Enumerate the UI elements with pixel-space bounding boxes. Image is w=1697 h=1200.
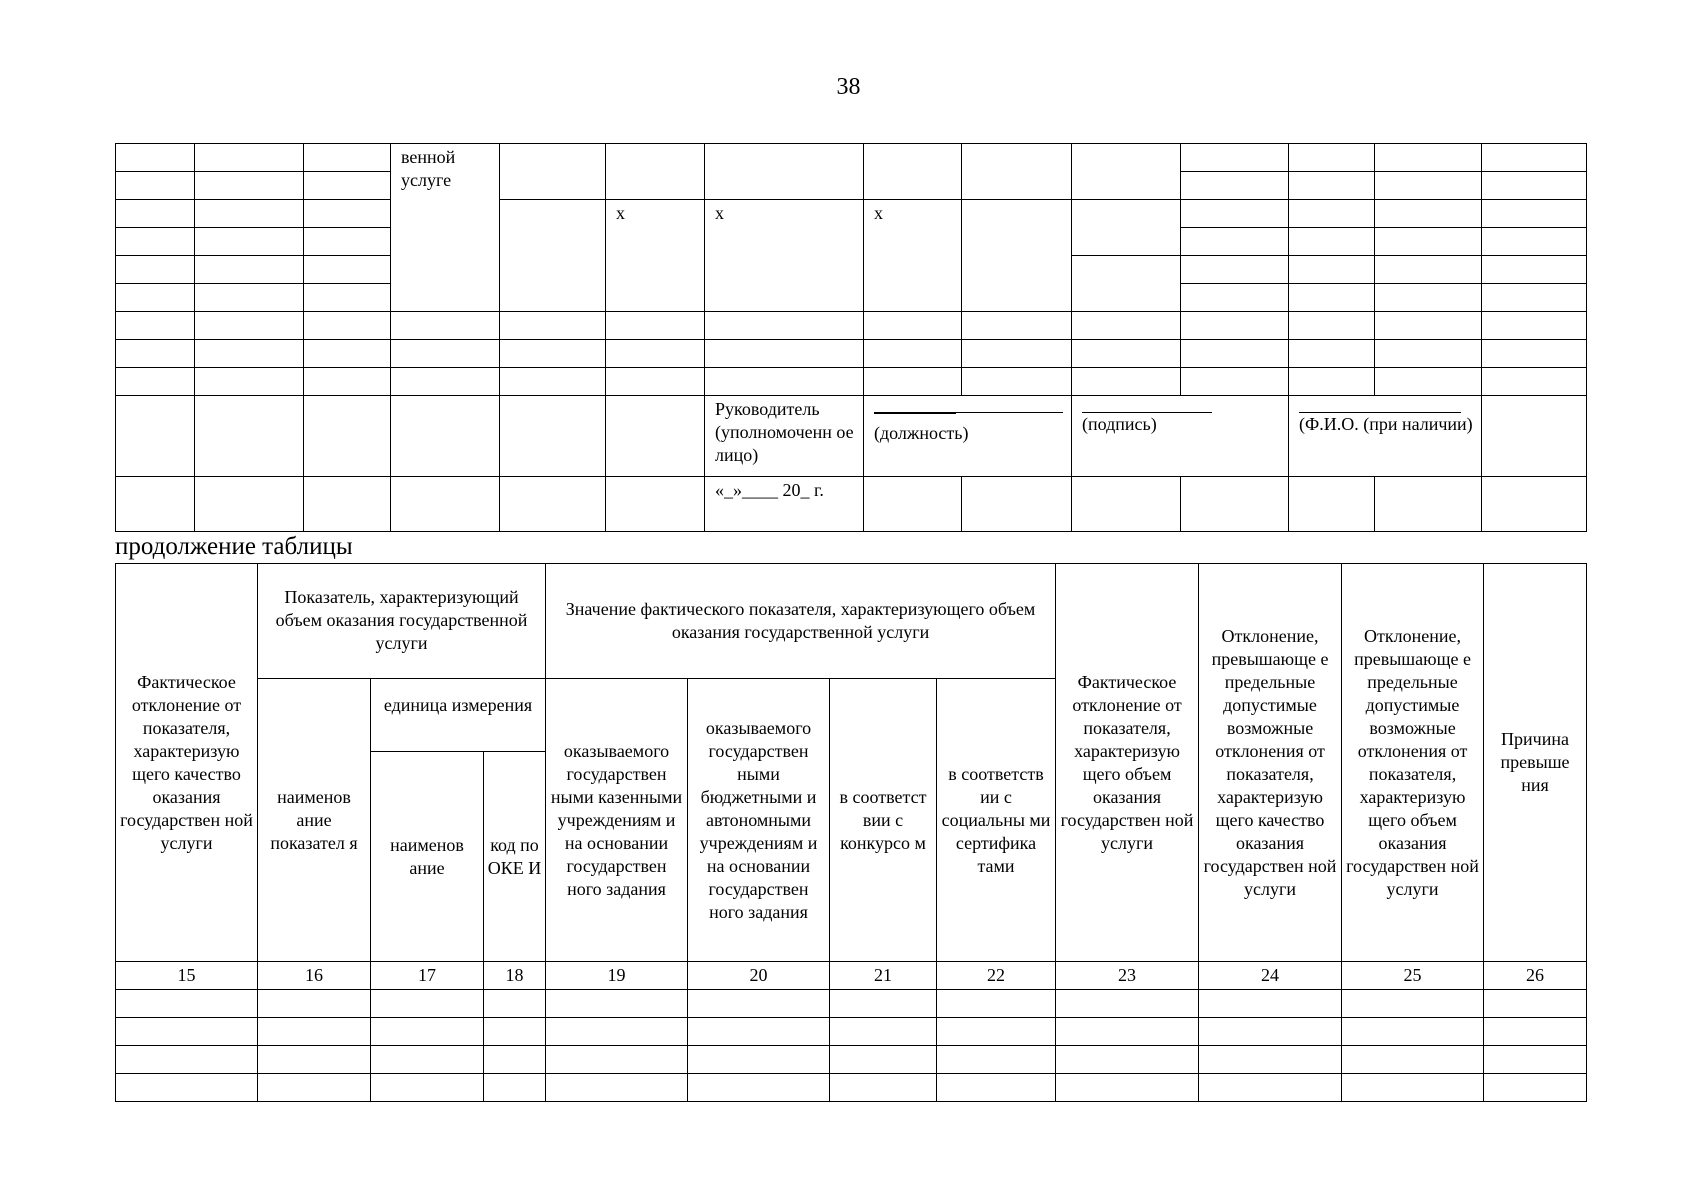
- table-cell: [1289, 284, 1375, 312]
- table-cell: [116, 256, 195, 284]
- column-number: 26: [1484, 962, 1587, 990]
- table-cell: [391, 340, 500, 368]
- table-cell: [116, 1018, 258, 1046]
- table-cell: [195, 396, 304, 477]
- table-cell: [1482, 340, 1587, 368]
- table-cell: [830, 1046, 937, 1074]
- table-cell: [1375, 477, 1482, 532]
- table-cell: [1289, 228, 1375, 256]
- table-cell: [705, 340, 864, 368]
- x-mark: x: [705, 200, 864, 312]
- table-cell: [1482, 477, 1587, 532]
- table-cell: [1181, 312, 1289, 340]
- page-number: 38: [836, 74, 861, 100]
- table-cell: [830, 990, 937, 1018]
- table-cell: [864, 312, 962, 340]
- column-number: 25: [1342, 962, 1484, 990]
- table-cell: [1181, 477, 1289, 532]
- table-cell: [116, 1074, 258, 1102]
- table-cell: [606, 396, 705, 477]
- table-cell: [304, 172, 391, 200]
- table-cell: [962, 340, 1072, 368]
- signature-line: [1082, 412, 1212, 413]
- table-cell: [500, 340, 606, 368]
- table-cell: [864, 368, 962, 396]
- table-cell: [1484, 1074, 1587, 1102]
- table-cell: [606, 312, 705, 340]
- table-cell: [1056, 1018, 1199, 1046]
- position-label: (должность): [874, 423, 969, 443]
- table-cell: [606, 477, 705, 532]
- table-cell: [116, 477, 195, 532]
- table-cell: [304, 312, 391, 340]
- table-cell: [546, 990, 688, 1018]
- table-cell: [195, 256, 304, 284]
- table-cell: [304, 477, 391, 532]
- table-cell: [1484, 1046, 1587, 1074]
- signature-field: [1072, 396, 1289, 477]
- header-col24: Отклонение, превышающе е предельные допустимые возможные отклонения от показателя, характеризую щего качество оказания государствен ной услуги: [1199, 564, 1342, 962]
- table-cell: [937, 990, 1056, 1018]
- table-cell: [1375, 368, 1482, 396]
- table-cell: [688, 1074, 830, 1102]
- table-cell: [371, 990, 484, 1018]
- name-field: [1289, 396, 1482, 477]
- table-cell: [1482, 200, 1587, 228]
- table-cell: [1482, 228, 1587, 256]
- table-cell: [1072, 200, 1181, 256]
- table-cell: [1482, 144, 1587, 172]
- table-cell: [1289, 368, 1375, 396]
- table-cell: [962, 477, 1072, 532]
- table-cell: [304, 396, 391, 477]
- column-number: 22: [937, 962, 1056, 990]
- table-cell: [195, 340, 304, 368]
- table-cell: [371, 1074, 484, 1102]
- table-cell: [1056, 1074, 1199, 1102]
- table-cell: [1342, 990, 1484, 1018]
- column-number: 15: [116, 962, 258, 990]
- x-mark: x: [606, 200, 705, 312]
- table-cell: [371, 1018, 484, 1046]
- table-cell: [258, 1074, 371, 1102]
- header-col25: Отклонение, превышающе е предельные допустимые возможные отклонения от показателя, характеризую щего объем оказания государствен ной услуги: [1342, 564, 1484, 962]
- header-col16: наименов ание показател я: [258, 679, 371, 962]
- table-cell: [1482, 368, 1587, 396]
- table-cell: [391, 312, 500, 340]
- table-cell: [371, 1046, 484, 1074]
- table-cell: [500, 368, 606, 396]
- table-cell: [1482, 172, 1587, 200]
- table-cell: [195, 200, 304, 228]
- column-number: 20: [688, 962, 830, 990]
- table-cell: [304, 368, 391, 396]
- table-cell: [1199, 1018, 1342, 1046]
- table-cell: [962, 144, 1072, 200]
- header-col20: оказываемого государствен ными бюджетными и автономными учреждениям и на основании государствен ного задания: [688, 679, 830, 962]
- table-cell: [1375, 228, 1482, 256]
- table-cell: [1375, 256, 1482, 284]
- header-unit-group: единица измерения: [371, 679, 546, 752]
- table-cell: [304, 256, 391, 284]
- table-cell: [962, 312, 1072, 340]
- table-cell: [546, 1074, 688, 1102]
- table-cell: [1375, 284, 1482, 312]
- table-cell: [1375, 172, 1482, 200]
- table-cell: [1482, 312, 1587, 340]
- table-cell: [1181, 228, 1289, 256]
- table-cell: [195, 172, 304, 200]
- column-number: 16: [258, 962, 371, 990]
- table-cell: [500, 200, 606, 312]
- table-cell: [1199, 1046, 1342, 1074]
- table-cell: [1072, 477, 1181, 532]
- table-cell: [1181, 368, 1289, 396]
- table-cell: [391, 477, 500, 532]
- table-cell: [391, 396, 500, 477]
- header-value-group: Значение фактического показателя, характеризующего объем оказания государственной услуги: [546, 564, 1056, 679]
- signature-label: (подпись): [1082, 414, 1157, 434]
- table-cell: [1289, 477, 1375, 532]
- table-cell: [705, 368, 864, 396]
- table-cell: [195, 477, 304, 532]
- table-cell: [304, 144, 391, 172]
- table-cell: [484, 990, 546, 1018]
- table-cell: [1056, 990, 1199, 1018]
- header-col15: Фактическое отклонение от показателя, характеризую щего качество оказания государствен ной услуги: [116, 564, 258, 962]
- table-cell: [195, 284, 304, 312]
- table-cell: [484, 1074, 546, 1102]
- table-cell: [195, 312, 304, 340]
- table-cell: [304, 228, 391, 256]
- column-number: 24: [1199, 962, 1342, 990]
- table-cell: [391, 368, 500, 396]
- table-cell: [705, 312, 864, 340]
- cell-text: венной: [401, 147, 456, 167]
- header-col18: код по ОКЕ И: [484, 752, 546, 962]
- name-label: (Ф.И.О. (при наличии): [1299, 414, 1473, 434]
- table-cell: [546, 1018, 688, 1046]
- table-cell: [1342, 1018, 1484, 1046]
- table-cell: [1342, 1074, 1484, 1102]
- head-label: Руководитель (уполномоченн ое лицо): [705, 396, 864, 477]
- header-col17: наименов ание: [371, 752, 484, 962]
- column-number: 17: [371, 962, 484, 990]
- table-cell: [500, 477, 606, 532]
- table-cell: [258, 1046, 371, 1074]
- top-table: [115, 143, 1587, 532]
- table-cell: [1289, 172, 1375, 200]
- table-cell: [1482, 256, 1587, 284]
- table-cell: [304, 340, 391, 368]
- table-cell: [484, 1018, 546, 1046]
- table-cell: [1482, 284, 1587, 312]
- table-cell: [1181, 144, 1289, 172]
- bottom-table: [115, 563, 1587, 1102]
- column-number: 18: [484, 962, 546, 990]
- table-cell: [864, 340, 962, 368]
- table-cell: [688, 990, 830, 1018]
- header-col26: Причина превыше ния: [1484, 564, 1587, 962]
- table-cell: [304, 200, 391, 228]
- table-cell: [1181, 340, 1289, 368]
- table-cell: [484, 1046, 546, 1074]
- table-cell: [546, 1046, 688, 1074]
- table-cell: [195, 228, 304, 256]
- table-cell: [116, 990, 258, 1018]
- table-cell: [937, 1046, 1056, 1074]
- table-cell: [1289, 340, 1375, 368]
- table-cell: [1375, 312, 1482, 340]
- table-cell: [1072, 340, 1181, 368]
- table-cell: [116, 172, 195, 200]
- table-cell: [500, 312, 606, 340]
- table-cell: [1072, 312, 1181, 340]
- table-cell: [864, 477, 962, 532]
- table-cell: [1181, 172, 1289, 200]
- table-cell: [1484, 1018, 1587, 1046]
- table-cell: [195, 368, 304, 396]
- table-cell: [116, 312, 195, 340]
- table-cell: [391, 144, 500, 312]
- column-number: 19: [546, 962, 688, 990]
- table-cell: [116, 144, 195, 172]
- table-cell: [1072, 144, 1181, 200]
- table-cell: [606, 368, 705, 396]
- table-cell: [1482, 396, 1587, 477]
- header-col22: в соответств ии с социальны ми сертифика тами: [937, 679, 1056, 962]
- table-cell: [688, 1018, 830, 1046]
- table-cell: [1181, 200, 1289, 228]
- table-cell: [606, 340, 705, 368]
- table-cell: [1072, 368, 1181, 396]
- table-cell: [258, 1018, 371, 1046]
- table-cell: [1289, 256, 1375, 284]
- table-cell: [195, 144, 304, 172]
- table-cell: [606, 144, 705, 200]
- table-cell: [937, 1074, 1056, 1102]
- table-cell: [116, 284, 195, 312]
- table-cell: [1289, 200, 1375, 228]
- continuation-title: продолжение таблицы: [115, 533, 353, 560]
- table-cell: [1289, 144, 1375, 172]
- table-cell: [1181, 284, 1289, 312]
- table-cell: [116, 368, 195, 396]
- table-cell: [830, 1074, 937, 1102]
- x-mark: x: [864, 200, 962, 312]
- table-cell: [1375, 340, 1482, 368]
- signature-line: [1299, 412, 1461, 413]
- table-cell: [258, 990, 371, 1018]
- table-cell: [1072, 256, 1181, 312]
- date-label: «_»____ 20_ г.: [705, 477, 864, 532]
- table-cell: [116, 396, 195, 477]
- table-cell: [1289, 312, 1375, 340]
- table-cell: [1199, 1074, 1342, 1102]
- table-cell: [304, 284, 391, 312]
- header-indicator-group: Показатель, характеризующий объем оказания государственной услуги: [258, 564, 546, 679]
- header-col19: оказываемого государствен ными казенными учреждениям и на основании государствен ного задания: [546, 679, 688, 962]
- table-cell: [1484, 990, 1587, 1018]
- table-cell: [1056, 1046, 1199, 1074]
- table-cell: [1199, 990, 1342, 1018]
- table-cell: [962, 200, 1072, 312]
- column-number: 23: [1056, 962, 1199, 990]
- table-cell: [705, 144, 864, 200]
- table-cell: [500, 396, 606, 477]
- table-cell: [1375, 200, 1482, 228]
- table-cell: [116, 1046, 258, 1074]
- header-col21: в соответст вии с конкурсо м: [830, 679, 937, 962]
- table-cell: [116, 200, 195, 228]
- table-cell: [116, 228, 195, 256]
- header-col23: Фактическое отклонение от показателя, характеризую щего объем оказания государствен ной услуги: [1056, 564, 1199, 962]
- table-cell: [500, 144, 606, 200]
- position-field: [864, 396, 1072, 477]
- table-cell: [1375, 144, 1482, 172]
- column-number: 21: [830, 962, 937, 990]
- table-cell: [830, 1018, 937, 1046]
- table-cell: [116, 340, 195, 368]
- table-cell: [688, 1046, 830, 1074]
- table-cell: [962, 368, 1072, 396]
- table-cell: [1181, 256, 1289, 284]
- cell-text: услуге: [401, 170, 452, 190]
- table-cell: [937, 1018, 1056, 1046]
- table-cell: [864, 144, 962, 200]
- signature-line: [874, 413, 956, 422]
- table-cell: [1342, 1046, 1484, 1074]
